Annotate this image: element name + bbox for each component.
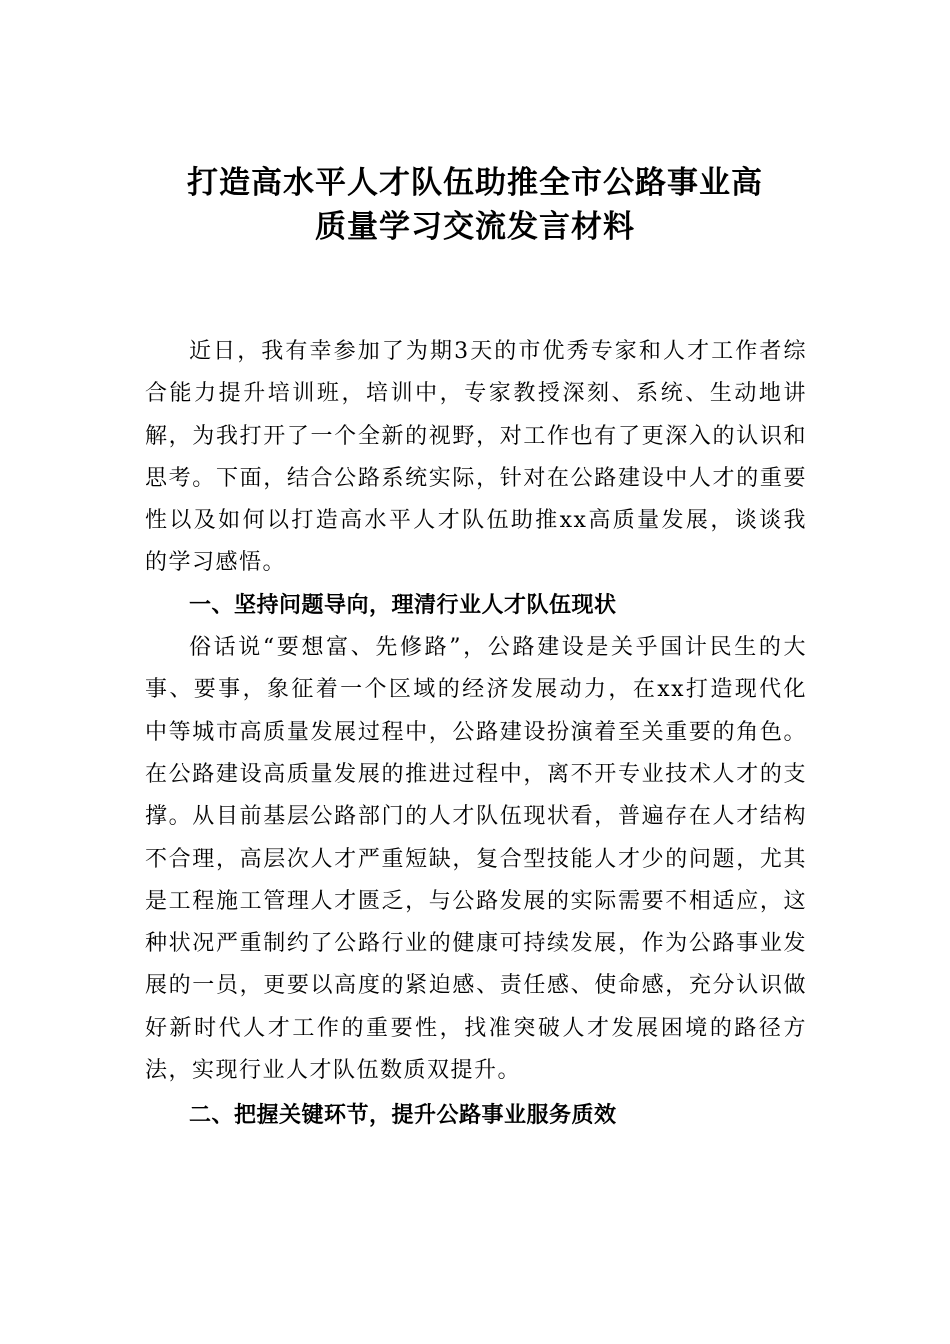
section-1-paragraph: 俗话说“要想富、先修路”，公路建设是关乎国计民生的大事、要事，象征着一个区域的经济发展动力，在xx打造现代化中等城市高质量发展过程中，公路建设扮演着至关重要的角色。在公路建设高质量发展的推进过程中，离不开专业技术人才的支撑。从目前基层公路部门的人才队伍现状看，普遍存在人才结构不合理，高层次人才严重短缺，复合型技能人才少的问题，尤其是工程施工管理人才匮乏，与公路发展的实际需要不相适应，这种状况严重制约了公路行业的健康可持续发展，作为公路事业发展的一员，更要以高度的紧迫感、责任感、使命感，充分认识做好新时代人才工作的重要性，找准突破人才发展困境的路径方法，实现行业人才队伍数质双提升。	[145, 635, 807, 1084]
document-title-line-1: 打造高水平人才队伍助推全市公路事业高	[187, 165, 763, 201]
section-heading-1: 一、坚持问题导向，理清行业人才队伍现状	[189, 592, 617, 618]
section-heading-2: 二、把握关键环节，提升公路事业服务质效	[189, 1103, 617, 1129]
intro-paragraph: 近日，我有幸参加了为期3天的市优秀专家和人才工作者综合能力提升培训班，培训中，专家教授深刻、系统、生动地讲解，为我打开了一个全新的视野，对工作也有了更深入的认识和思考。下面，结合公路系统实际，针对在公路建设中人才的重要性以及如何以打造高水平人才队伍助推xx高质量发展，谈谈我的学习感悟。	[145, 339, 807, 576]
document-body	[145, 331, 807, 1138]
document-title-line-2: 质量学习交流发言材料	[315, 209, 635, 245]
